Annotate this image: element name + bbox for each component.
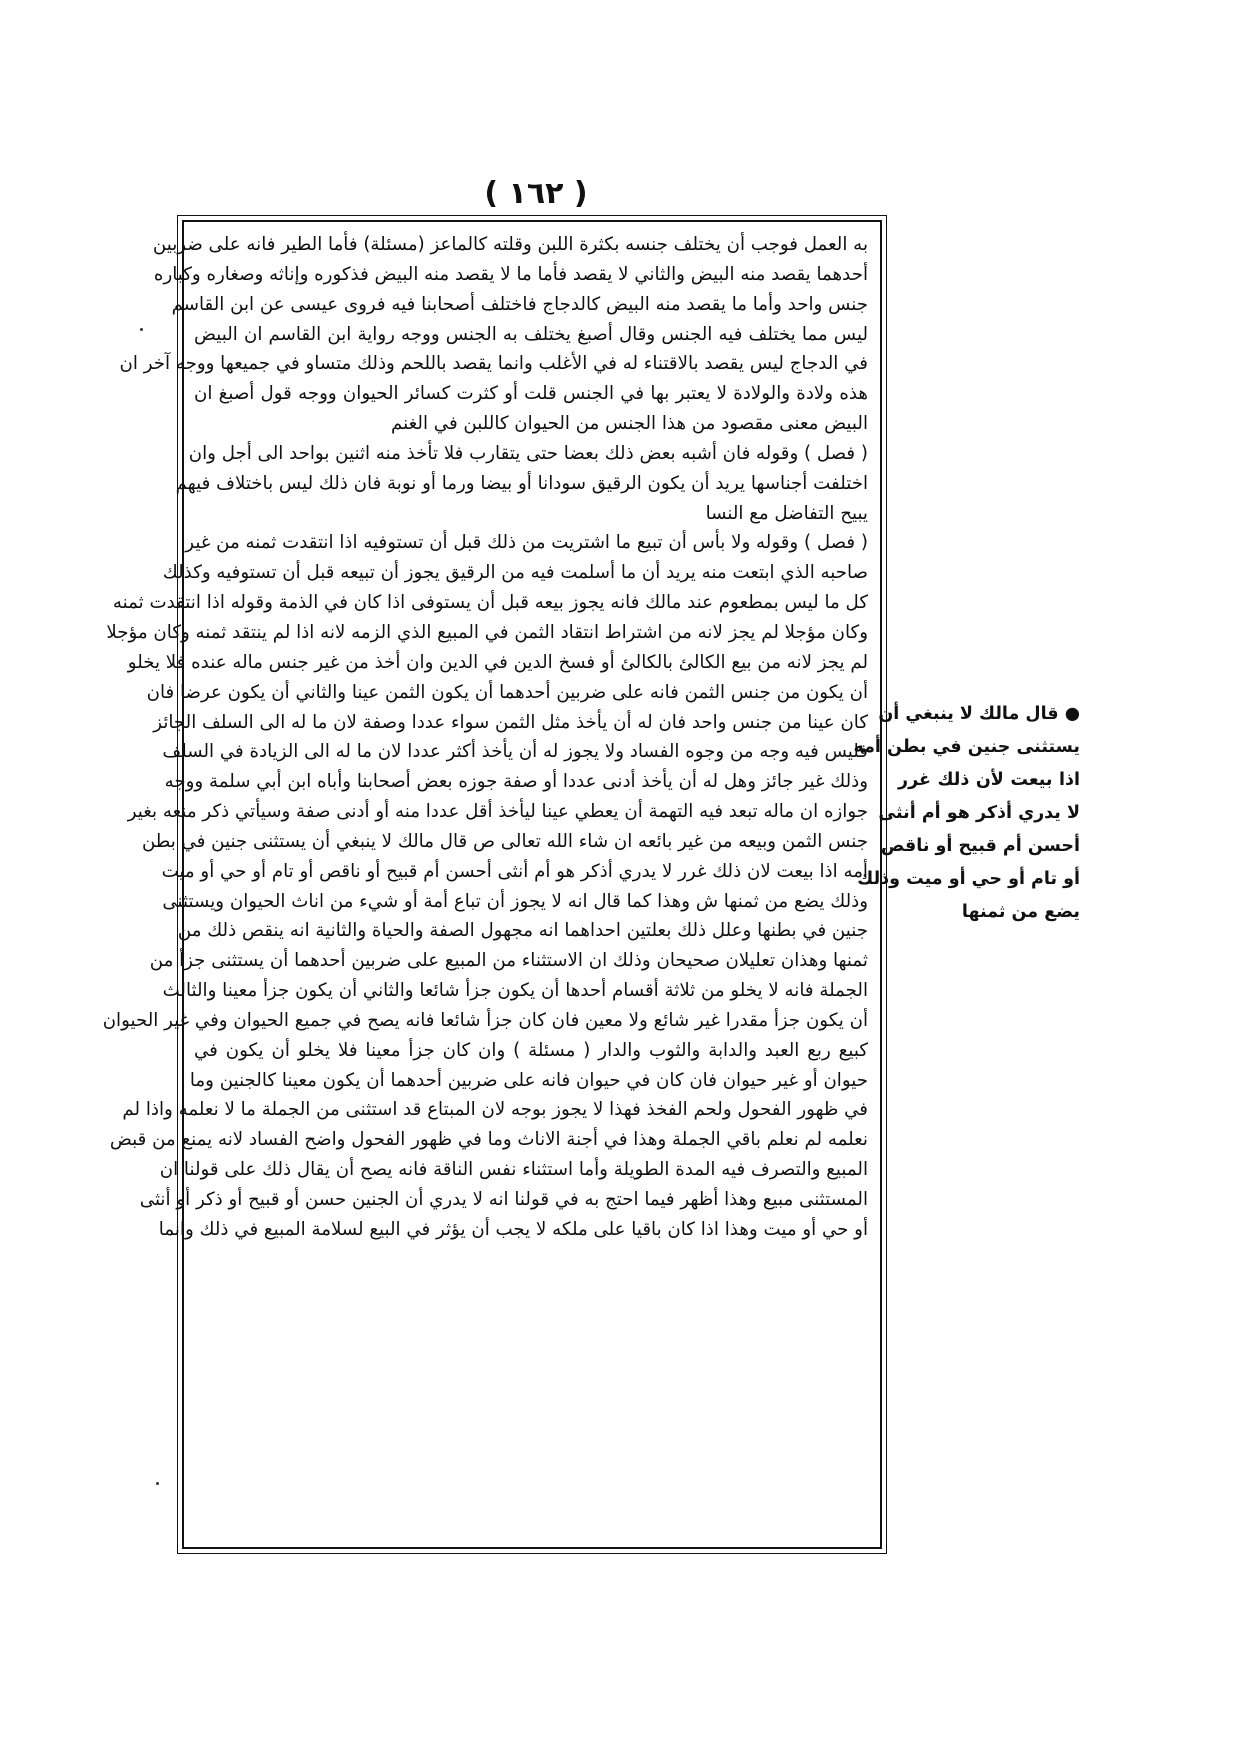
margin-note-line: أحسن أم قبيح أو ناقص — [880, 836, 1080, 856]
margin-note-line: أو تام أو حي أو ميت وذلك — [857, 869, 1080, 889]
text-line: أن يكون من جنس الثمن فانه على ضربين أحدهما أن يكون الثمن عينا والثاني أن يكون عرضا فان — [146, 681, 868, 703]
text-line: الجملة فانه لا يخلو من ثلاثة أقسام أحدها أن يكون جزأ شائعا والثاني أن يكون جزأ معينا والثالث — [162, 980, 868, 1002]
text-line: وذلك غير جائز وهل له أن يأخذ أدنى عددا أو صفة جوزه بعض أصحابنا وأباه ابن أبي سلمة ووجه — [164, 771, 868, 793]
text-line: أو حي أو ميت وهذا اذا كان باقيا على ملكه لا يجب أن يؤثر في البيع لسلامة المبيع في ذلك وانما — [158, 1218, 868, 1240]
text-line: كبيع ربع العبد والدابة والثوب والدار ( مسئلة ) وان كان جزأ معينا فلا يخلو أن يكون في — [194, 1039, 868, 1061]
text-line: فليس فيه وجه من وجوه الفساد ولا يجوز له أن يأخذ أكثر عددا لان ما له الى الزيادة في السلف — [162, 741, 868, 763]
margin-note-line: ● قال مالك لا ينبغي أن — [878, 704, 1080, 724]
text-line: البيض معنى مقصود من هذا الجنس من الحيوان كاللبن في الغنم — [391, 413, 868, 435]
main-text-frame — [102, 220, 882, 1549]
stray-mark — [140, 328, 143, 331]
text-line: ( فصل ) وقوله فان أشبه بعض ذلك بعضا حتى يتقارب فلا تأخذ منه اثنين بواحد الى أجل وان — [188, 442, 868, 464]
text-line: ( فصل ) وقوله ولا بأس أن تبيع ما اشتريت من ذلك قبل أن تستوفيه اذا انتقدت ثمنه من غير — [185, 532, 868, 554]
text-line: حيوان أو غير حيوان فان كان في حيوان فانه على ضربين أحدهما أن يكون معينا كالجنين وما — [189, 1069, 868, 1091]
text-line: أمه اذا بيعت لان ذلك غرر لا يدري أذكر هو أم أنثى أحسن أم قبيح أو ناقص أو تام أو حي أو ميت — [161, 860, 868, 882]
text-line: جنس واحد وأما ما يقصد منه البيض كالدجاج فاختلف أصحابنا فيه فروى عيسى عن ابن القاسم — [171, 293, 868, 315]
text-line: هذه ولادة والولادة لا يعتبر بها في الجنس قلت أو كثرت كسائر الحيوان ووجه قول أصبغ ان — [194, 383, 868, 405]
text-line: ليس مما يختلف فيه الجنس وقال أصبغ يختلف به الجنس ووجه رواية ابن القاسم ان البيض — [194, 323, 868, 345]
stray-mark — [156, 1482, 159, 1485]
text-line: نعلمه لم نعلم باقي الجملة وهذا في أجنة الاناث وما في ظهور الفحول واضح الفساد لانه يمنع من قبض — [109, 1129, 868, 1151]
text-line: في ظهور الفحول ولحم الفخذ فهذا لا يجوز بوجه لان المبتاع قد استثنى من الجملة ما لا نعلمه واذا لم — [122, 1099, 868, 1121]
margin-note-line: يضع من ثمنها — [961, 902, 1080, 922]
text-line: كل ما ليس بمطعوم عند مالك فانه يجوز بيعه قبل أن يستوفى اذا كان في الذمة وقوله اذا انتقدت ثمنه — [112, 592, 868, 614]
margin-note-line: اذا بيعت لأن ذلك غرر — [898, 770, 1080, 790]
text-line: ثمنها وهذان تعليلان صحيحان وذلك ان الاستثناء من المبيع على ضربين أحدهما أن يستثنى جزأ من — [149, 950, 868, 972]
text-line: به العمل فوجب أن يختلف جنسه بكثرة اللبن وقلته كالماعز (مسئلة) فأما الطير فانه على ضربين — [152, 234, 868, 255]
text-line: وذلك يضع من ثمنها ش وهذا كما قال انه لا يجوز أن تباع أمة أو شيء من اناث الحيوان ويستثنى — [162, 890, 868, 912]
margin-note — [853, 698, 1080, 929]
text-line: جنين في بطنها وعلل ذلك بعلتين احداهما انه مجهول الصفة والحياة والثانية انه ينقص ذلك من — [177, 920, 868, 942]
text-line: كان عينا من جنس واحد فان له أن يأخذ مثل الثمن سواء عددا وصفة لان ما له الى السلف الجائز — [153, 711, 868, 733]
margin-note-line: يستثنى جنين في بطن أمه — [853, 737, 1080, 757]
page-number: ( ١٦٢ ) — [484, 176, 588, 211]
text-line: يبيح التفاضل مع النسا — [705, 502, 868, 524]
text-line: المستثنى مبيع وهذا أظهر فيما احتج به في قولنا انه لا يدري أن الجنين حسن أو قبيح أو ذكر أو أنثى — [139, 1189, 868, 1210]
margin-note-line: لا يدري أذكر هو أم أنثى — [878, 803, 1080, 823]
text-line: أحدهما يقصد منه البيض والثاني لا يقصد فأما ما لا يقصد منه البيض فذكوره وإناثه وصغاره وكباره — [153, 263, 868, 285]
text-line: جنس الثمن وبيعه من غير بائعه ان شاء الله تعالى ص قال مالك لا ينبغي أن يستثنى جنين في بطن — [141, 830, 868, 852]
text-line: اختلفت أجناسها يريد أن يكون الرقيق سودانا أو بيضا ورما أو نوبة فان ذلك ليس باختلاف فيهم — [175, 472, 868, 494]
text-line: المبيع والتصرف فيه المدة الطويلة وأما استثناء نفس الناقة فانه يصح أن يقال ذلك على قولنا ان — [159, 1159, 868, 1181]
text-line: في الدجاج ليس يقصد بالاقتناء له في الأغلب وانما يقصد باللحم وذلك متساو في جميعها ووجه آخر ان — [119, 353, 868, 375]
text-line: أن يكون جزأ مقدرا غير شائع ولا معين فان كان جزأ شائعا فانه يصح في جميع الحيوان وفي غير الحيوان — [102, 1009, 868, 1031]
text-line: لم يجز لانه من بيع الكالئ بالكالئ أو فسخ الدين في الدين وان أخذ من غير جنس ماله عنده فلا يخلو — [127, 651, 868, 673]
text-line: صاحبه الذي ابتعت منه يريد أن ما أسلمت فيه من الرقيق يجوز أن تبيعه قبل أن تستوفيه وكذلك — [162, 562, 868, 584]
text-line: وكان مؤجلا لم يجز لانه من اشتراط انتقاد الثمن في المبيع الذي الزمه لانه اذا لم ينتقد ثمنه وكان مؤجلا — [106, 621, 868, 643]
text-line: جوازه ان ماله تبعد فيه التهمة أن يعطي عينا ليأخذ أقل عددا منه أو أدنى صفة وسيأتي ذكر منعه بغير — [127, 801, 868, 823]
